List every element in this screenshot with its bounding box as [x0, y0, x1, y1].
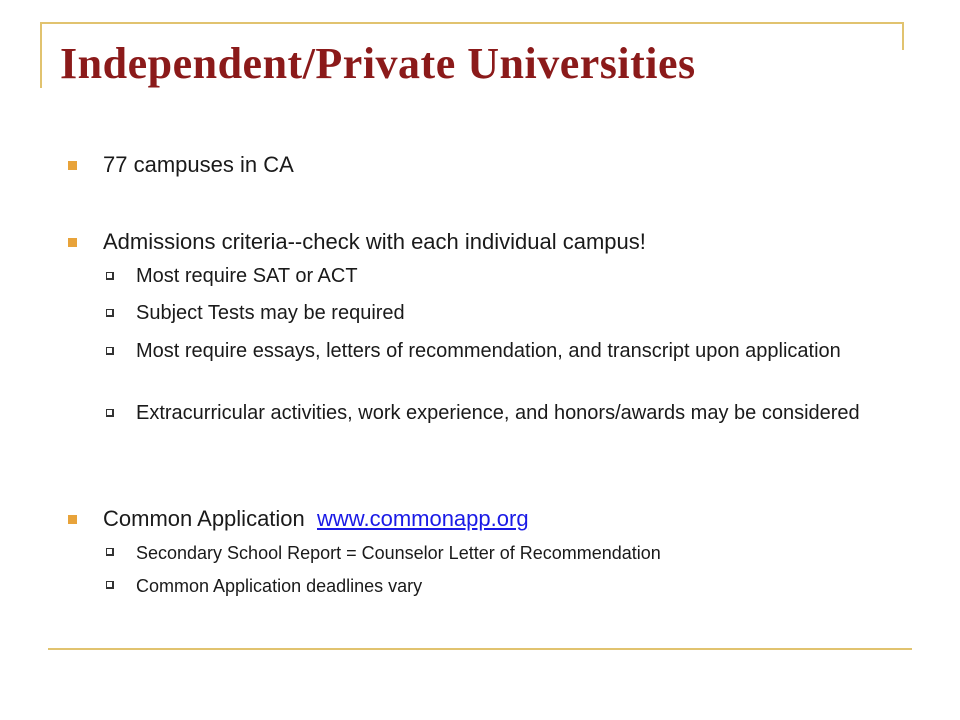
checkbox-bullet-icon [106, 309, 114, 317]
slide-title: Independent/Private Universities [60, 39, 696, 88]
frame-right-line [902, 22, 904, 50]
frame-top-line [40, 22, 904, 24]
square-bullet-icon [68, 238, 77, 247]
sub-bullet-text: Common Application deadlines vary [136, 576, 423, 596]
frame-left-line [40, 22, 42, 88]
checkbox-bullet-icon [106, 548, 114, 556]
square-bullet-icon [68, 161, 77, 170]
square-bullet-icon [68, 515, 77, 524]
commonapp-link[interactable]: www.commonapp.org [317, 506, 529, 531]
bullet-text: 77 campuses in CA [103, 152, 294, 177]
bullet-text: Common Application [103, 506, 305, 531]
checkbox-bullet-icon [106, 409, 114, 417]
sub-bullet-text: Most require SAT or ACT [136, 265, 358, 287]
frame-bottom-line [48, 648, 912, 650]
sub-bullet-text: Secondary School Report = Counselor Letter of Recommendation [136, 543, 661, 563]
bullet-text: Admissions criteria--check with each individual campus! [103, 229, 646, 254]
checkbox-bullet-icon [106, 347, 114, 355]
sub-bullet-text: Subject Tests may be required [136, 302, 405, 324]
sub-bullet-text: Extracurricular activities, work experience, and honors/awards may be considered [136, 402, 860, 424]
sub-bullet-text: Most require essays, letters of recommendation, and transcript upon application [136, 340, 841, 362]
checkbox-bullet-icon [106, 581, 114, 589]
checkbox-bullet-icon [106, 272, 114, 280]
